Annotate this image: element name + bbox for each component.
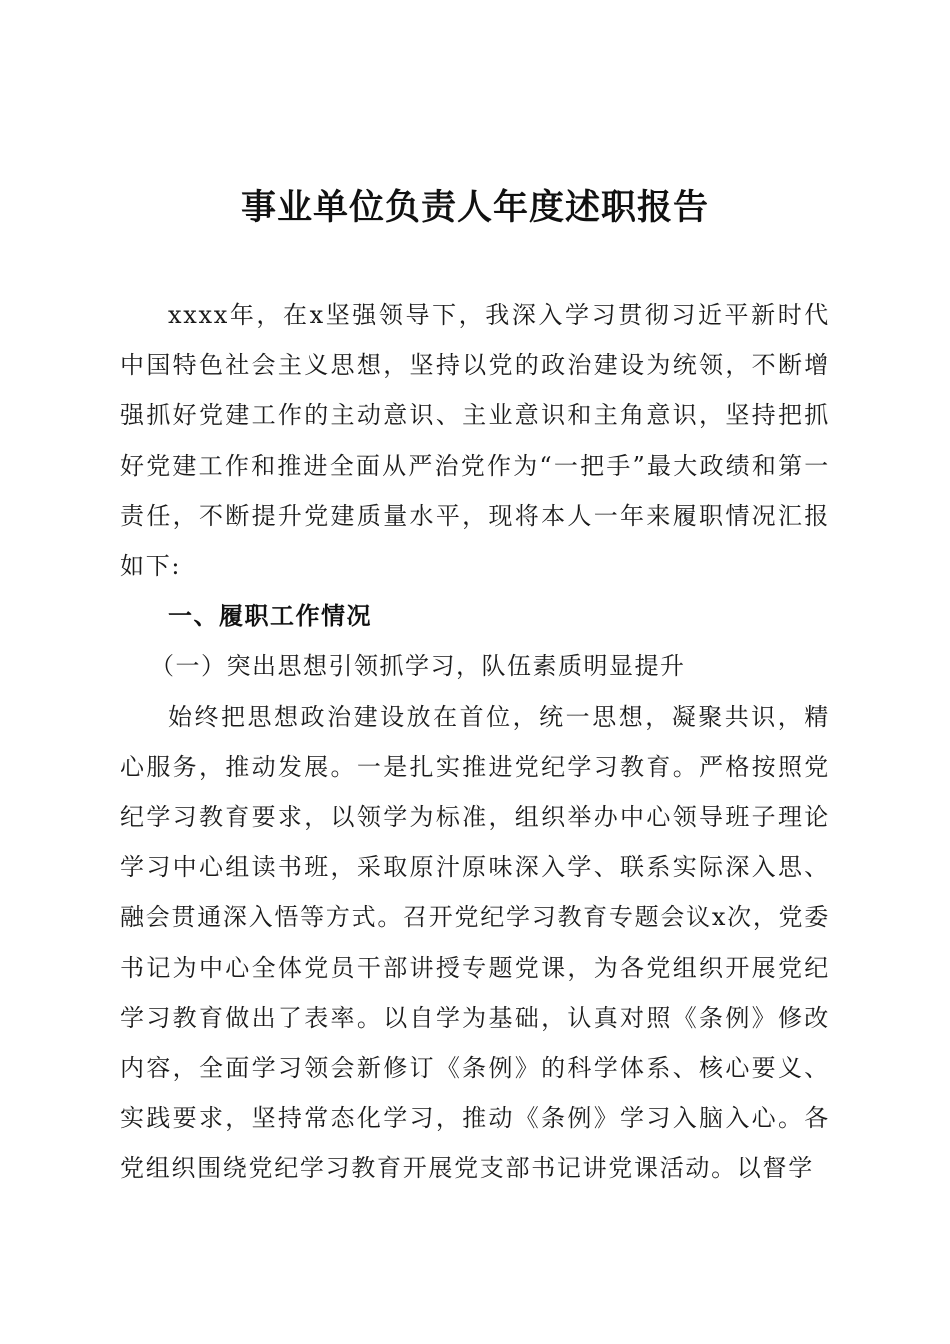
document-body — [120, 290, 830, 1194]
intro-paragraph: xxxx年，在x坚强领导下，我深入学习贯彻习近平新时代中国特色社会主义思想，坚持以党的政治建设为统领，不断增强抓好党建工作的主动意识、主业意识和主角意识，坚持把抓好党建工作和推进全面从严治党作为“一把手”最大政绩和第一责任，不断提升党建质量水平，现将本人一年来履职情况汇报如下: — [120, 301, 830, 581]
section-heading: 一、履职工作情况 — [168, 602, 372, 631]
body-paragraph: 始终把思想政治建设放在首位，统一思想，凝聚共识，精心服务，推动发展。一是扎实推进党纪学习教育。严格按照党纪学习教育要求，以领学为标准，组织举办中心领导班子理论学习中心组读书班，采取原汁原味深入学、联系实际深入思、融会贯通深入悟等方式。召开党纪学习教育专题会议x次，党委书记为中心全体党员干部讲授专题党课，为各党组织开展党纪学习教育做出了表率。以自学为基础，认真对照《条例》修改内容，全面学习领会新修订《条例》的科学体系、核心要义、实践要求，坚持常态化学习，推动《条例》学习入脑入心。各党组织围绕党纪学习教育开展党支部书记讲党课活动。以督学 — [120, 702, 830, 1183]
document-title: 事业单位负责人年度述职报告 — [240, 188, 709, 228]
subsection-heading: （一）突出思想引领抓学习，队伍素质明显提升 — [150, 652, 686, 681]
